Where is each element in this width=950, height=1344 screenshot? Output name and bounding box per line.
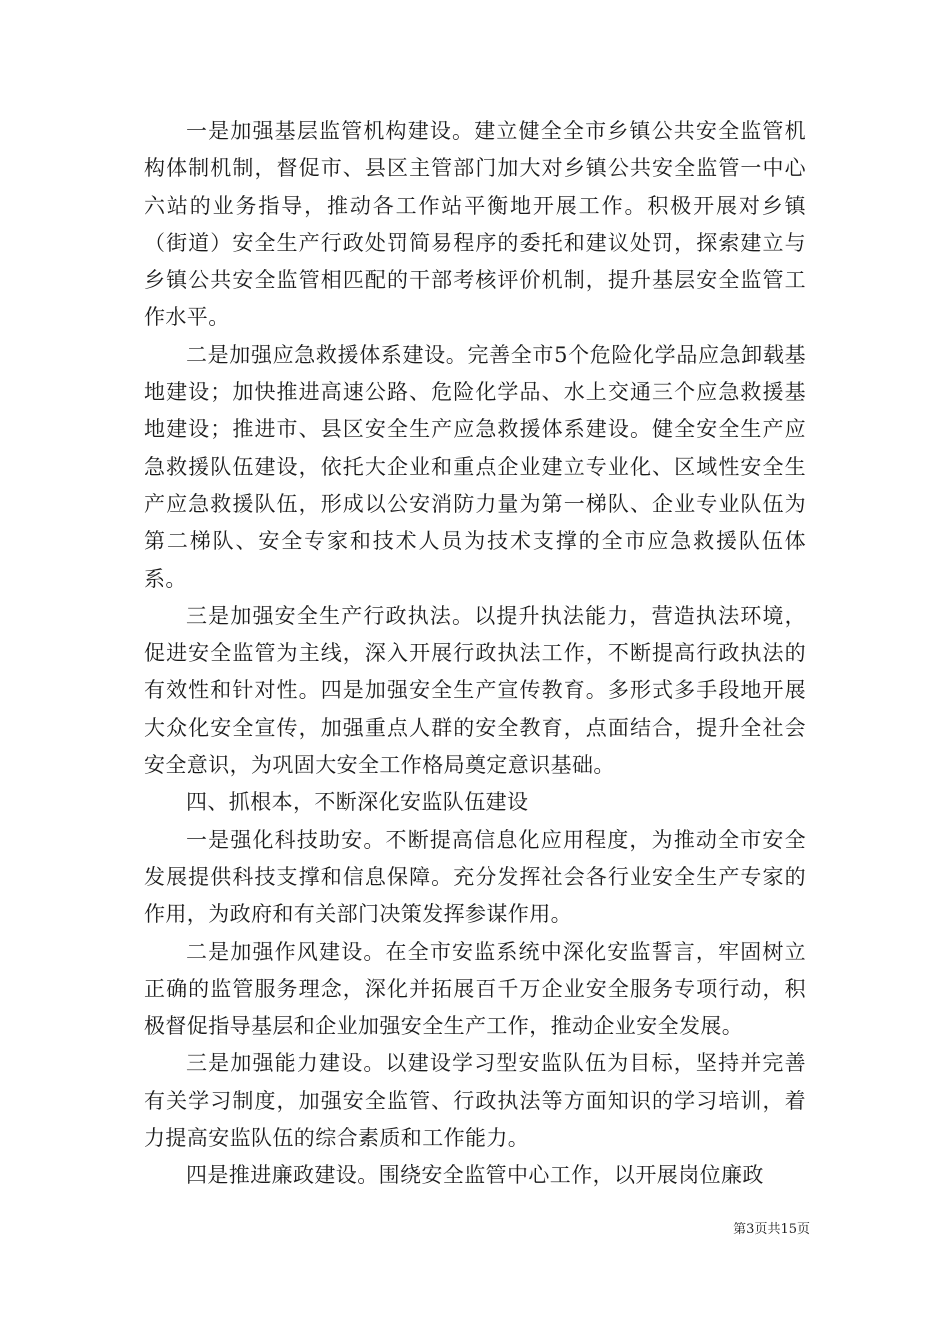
paragraph-6: 三是加强能力建设。以建设学习型安监队伍为目标，坚持并完善有关学习制度，加强安全监管、行政执法等方面知识的学习培训，着力提高安监队伍的综合素质和工作能力。 [144, 1051, 806, 1151]
section-heading: 四、抓根本，不断深化安监队伍建设 [186, 790, 529, 815]
paragraph-3: 三是加强安全生产行政执法。以提升执法能力，营造执法环境，促进安全监管为主线，深入开展行政执法工作，不断提高行政执法的有效性和针对性。四是加强安全生产宣传教育。多形式多手段地开展大众化安全宣传，加强重点人群的安全教育，点面结合，提升全社会安全意识，为巩固大安全工作格局奠定意识基础。 [144, 603, 806, 778]
paragraph-7: 四是推进廉政建设。围绕安全监管中心工作，以开展岗位廉政 [186, 1163, 764, 1188]
document-body [144, 113, 806, 1195]
paragraph-4: 一是强化科技助安。不断提高信息化应用程度，为推动全市安全发展提供科技支撑和信息保障。充分发挥社会各行业安全生产专家的作用，为政府和有关部门决策发挥参谋作用。 [144, 827, 806, 927]
page-number: 第3页共15页 [733, 1222, 810, 1237]
paragraph-5: 二是加强作风建设。在全市安监系统中深化安监誓言，牢固树立正确的监管服务理念，深化并拓展百千万企业安全服务专项行动，积极督促指导基层和企业加强安全生产工作，推动企业安全发展。 [144, 939, 806, 1039]
paragraph-2: 二是加强应急救援体系建设。完善全市5个危险化学品应急卸载基地建设；加快推进高速公路、危险化学品、水上交通三个应急救援基地建设；推进市、县区安全生产应急救援体系建设。健全安全生产应急救援队伍建设，依托大企业和重点企业建立专业化、区域性安全生产应急救援队伍，形成以公安消防力量为第一梯队、企业专业队伍为第二梯队、安全专家和技术人员为技术支撑的全市应急救援队伍体系。 [144, 342, 806, 591]
paragraph-1: 一是加强基层监管机构建设。建立健全全市乡镇公共安全监管机构体制机制，督促市、县区主管部门加大对乡镇公共安全监管一中心六站的业务指导，推动各工作站平衡地开展工作。积极开展对乡镇（街道）安全生产行政处罚简易程序的委托和建议处罚，探索建立与乡镇公共安全监管相匹配的干部考核评价机制，提升基层安全监管工作水平。 [144, 119, 806, 330]
